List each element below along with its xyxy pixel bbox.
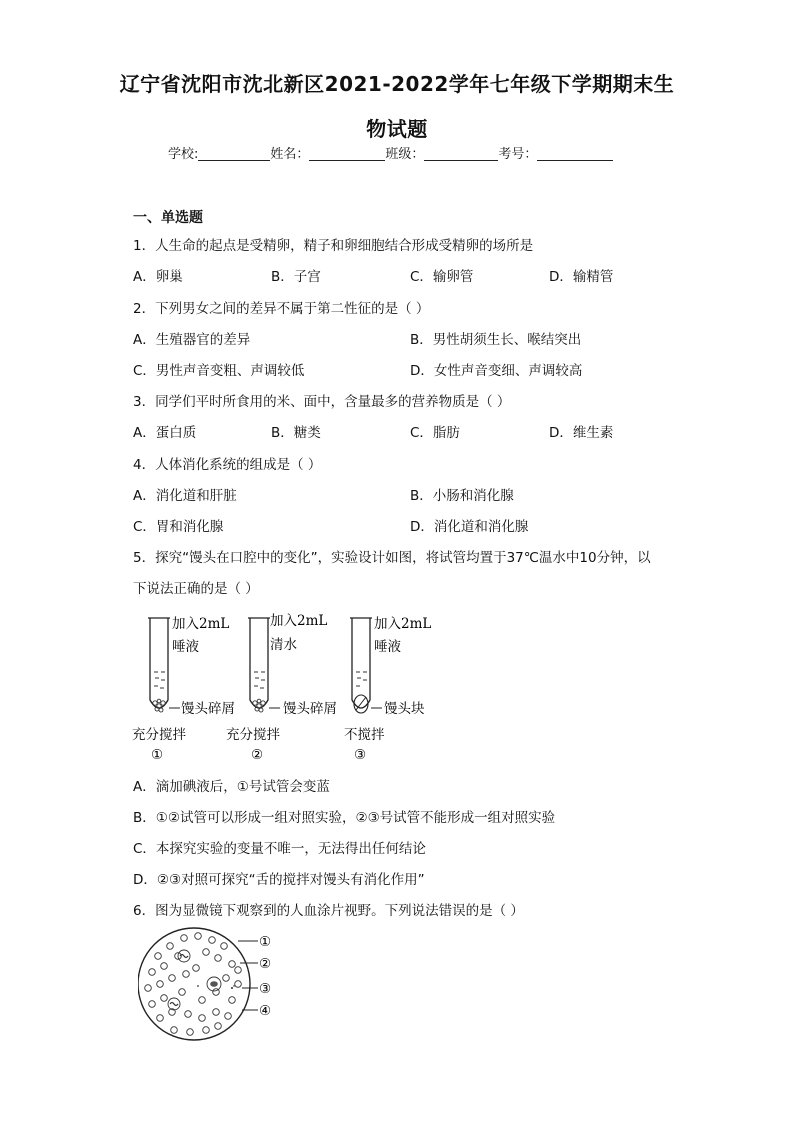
question-4-stem: 4．人体消化系统的组成是（ ） [133,457,322,473]
test-tube-2 [248,618,280,712]
tube-1-content: 馒头碎屑 [181,701,235,717]
tube-1-number: ① [151,747,164,763]
page-title-line2: 物试题 [366,117,428,141]
test-tube-3 [350,618,382,713]
class-blank[interactable] [424,146,498,161]
question-2-stem: 2．下列男女之间的差异不属于第二性征的是（ ） [133,301,430,317]
name-label: 姓名： [270,147,310,162]
tube-1-stir: 充分搅拌 [132,727,186,743]
q1-option-c[interactable]: C．输卵管 [410,269,474,285]
q2-option-c[interactable]: C．男性声音变粗、声调较低 [133,363,305,379]
tube-1-add-liquid: 唾液 [172,639,199,655]
q2-option-d[interactable]: D．女性声音变细、声调较高 [410,363,583,379]
question-5-stem-line2: 下说法正确的是（ ） [133,581,259,597]
test-tube-diagram [128,608,458,768]
q1-option-d[interactable]: D．输精管 [549,269,614,285]
q4-option-d[interactable]: D．消化道和消化腺 [410,519,529,535]
tube-3-stir: 不搅拌 [344,727,385,743]
q2-option-a[interactable]: A．生殖器官的差异 [133,332,251,348]
test-tube-1 [148,618,180,712]
tube-2-content: 馒头碎屑 [283,701,337,717]
student-info-row [168,143,613,162]
school-blank[interactable] [198,146,270,161]
class-label: 班级： [385,147,425,162]
tube-2-add-amount: 加入2mL [270,613,328,629]
q3-option-b[interactable]: B．糖类 [271,425,321,441]
label-1: ① [259,934,272,950]
q4-option-a[interactable]: A．消化道和肝脏 [133,488,237,504]
label-3: ③ [259,981,272,997]
q3-option-a[interactable]: A．蛋白质 [133,425,197,441]
page-title-line1: 辽宁省沈阳市沈北新区2021-2022学年七年级下学期期末生 [119,72,675,96]
q4-option-b[interactable]: B．小肠和消化腺 [410,488,514,504]
tube-2-number: ② [251,747,264,763]
microscope-field [138,928,250,1040]
red-blood-cells [145,933,242,1036]
tube-3-content: 馒头块 [384,701,425,717]
question-6-stem: 6．图为显微镜下观察到的人血涂片视野。下列说法错误的是（ ） [133,903,524,919]
q5-option-a[interactable]: A．滴加碘液后，①号试管会变蓝 [133,779,330,795]
tube-3-add-liquid: 唾液 [374,639,401,655]
q5-option-d[interactable]: D．②③对照可探究“舌的搅拌对馒头有消化作用” [133,872,425,888]
question-5-stem-line1: 5．探究“馒头在口腔中的变化”，实验设计如图，将试管均置于37℃温水中10分钟，以 [133,550,651,566]
question-3-stem: 3．同学们平时所食用的米、面中，含量最多的营养物质是（ ） [133,394,511,410]
question-1-stem: 1．人生命的起点是受精卵，精子和卵细胞结合形成受精卵的场所是 [133,238,534,254]
section-heading: 一、单选题 [133,210,203,226]
q2-option-b[interactable]: B．男性胡须生长、喉结突出 [410,332,582,348]
tube-1-add-amount: 加入2mL [172,616,230,632]
number-blank[interactable] [537,146,613,161]
tube-2-add-liquid: 清水 [270,637,297,653]
q3-option-d[interactable]: D．维生素 [549,425,614,441]
label-4: ④ [259,1003,272,1019]
tube-3-number: ③ [354,747,367,763]
school-label: 学校: [168,147,199,162]
tube-2-stir: 充分搅拌 [226,727,280,743]
q1-option-b[interactable]: B．子宫 [271,269,321,285]
tube-3-add-amount: 加入2mL [374,616,432,632]
q4-option-c[interactable]: C．胃和消化腺 [133,519,224,535]
name-blank[interactable] [309,146,385,161]
q3-option-c[interactable]: C．脂肪 [410,425,460,441]
q1-option-a[interactable]: A．卵巢 [133,269,183,285]
number-label: 考号： [498,147,538,162]
label-2: ② [259,956,272,972]
q5-option-c[interactable]: C．本探究实验的变量不唯一，无法得出任何结论 [133,841,426,857]
q5-option-b[interactable]: B．①②试管可以形成一组对照实验，②③号试管不能形成一组对照实验 [133,810,556,826]
blood-smear-diagram [138,926,288,1046]
